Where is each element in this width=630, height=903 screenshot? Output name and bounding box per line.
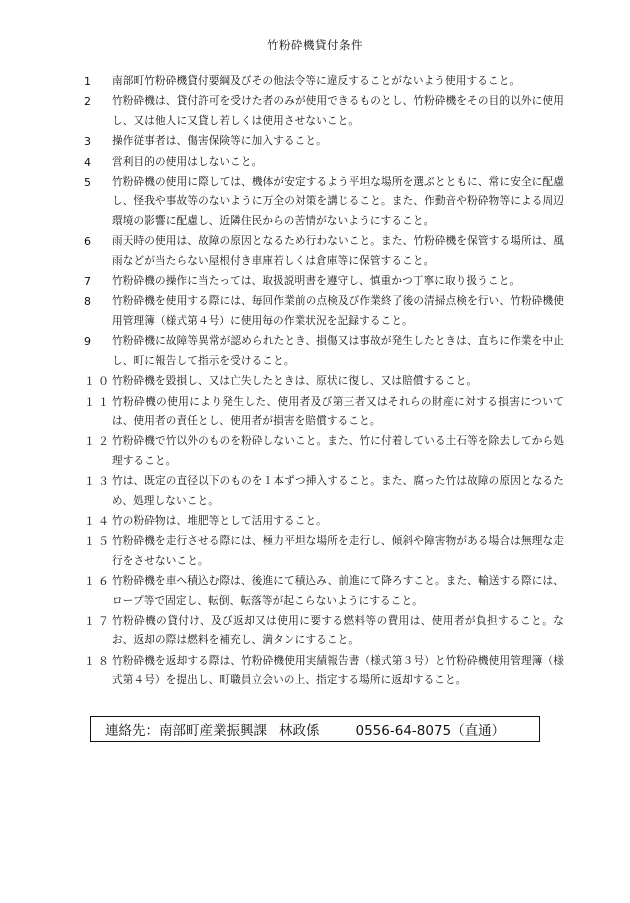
condition-number: １１: [84, 395, 112, 409]
condition-item: [84, 92, 564, 131]
condition-number: 8: [84, 295, 94, 309]
condition-number: 7: [84, 275, 94, 289]
condition-item: [84, 512, 564, 531]
condition-text: 操作従事者は、傷害保険等に加入すること。: [112, 135, 327, 148]
contact-phone: 0556-64-8075（直通）: [355, 723, 506, 739]
condition-text: 竹の粉砕物は、堆肥等として活用すること。: [112, 514, 327, 527]
condition-item: [84, 532, 564, 571]
conditions-list: [84, 72, 564, 692]
condition-text: 竹粉砕機の貸付け、及び返却又は使用に要する燃料等の費用は、使用者が負担すること。なお、返却の際は燃料を補充し、満タンにすること。: [112, 614, 564, 647]
condition-item: [84, 332, 564, 371]
condition-number: １８: [84, 654, 112, 668]
condition-number: １６: [84, 575, 112, 589]
condition-text: 竹粉砕機は、貸付許可を受けた者のみが使用できるものとし、竹粉砕機をその目的以外に使用し、又は他人に又貸し若しくは使用させないこと。: [112, 95, 564, 127]
condition-text: 竹は、既定の直径以下のものを１本ずつ挿入すること。また、腐った竹は故障の原因となるため、処理しないこと。: [112, 475, 564, 507]
condition-item: [84, 572, 564, 611]
condition-text: 竹粉砕機の使用に際しては、機体が安定するよう平坦な場所を選ぶとともに、常に安全に配慮し、怪我や事故等のないように万全の対策を講じること。また、作動音や粉砕物等による周辺環境の影響に配慮し、近隣住民からの苦情がないようにすること。: [112, 176, 564, 227]
condition-text: 営利目的の使用はしないこと。: [112, 155, 263, 168]
contact-box: [90, 716, 540, 742]
condition-number: １２: [84, 435, 112, 449]
contact-person: 林政係: [279, 723, 320, 739]
contact-label: 連絡先：南部町産業振興課: [105, 723, 267, 739]
condition-item: [84, 432, 564, 471]
condition-text: 南部町竹粉砕機貸付要綱及びその他法令等に違反することがないよう使用すること。: [112, 75, 521, 87]
condition-number: １４: [84, 514, 112, 528]
condition-item: [84, 153, 564, 172]
condition-item: [84, 652, 564, 691]
condition-number: 9: [84, 335, 94, 349]
condition-item: [84, 173, 564, 231]
condition-number: １５: [84, 535, 112, 549]
condition-number: １０: [84, 375, 112, 389]
condition-text: 竹粉砕機の使用により発生した、使用者及び第三者又はそれらの財産に対する損害については、使用者の責任とし、使用者が損害を賠償すること。: [112, 395, 564, 427]
condition-number: 1: [84, 75, 94, 88]
condition-text: 竹粉砕機に故障等異常が認められたとき、損傷又は事故が発生したときは、直ちに作業を中止し、町に報告して指示を受けること。: [112, 335, 564, 367]
condition-text: 竹粉砕機の操作に当たっては、取扱説明書を遵守し、慎重かつ丁寧に取り扱うこと。: [112, 275, 521, 288]
condition-text: 竹粉砕機を走行させる際には、極力平坦な場所を走行し、傾斜や障害物がある場合は無理な走行をさせないこと。: [112, 535, 564, 567]
condition-number: 3: [84, 135, 94, 149]
condition-number: １３: [84, 475, 112, 489]
condition-text: 竹粉砕機を車へ積込む際は、後進にて積込み、前進にて降ろすこと。また、輸送する際には、ロープ等で固定し、転倒、転落等が起こらないようにすること。: [112, 575, 564, 607]
condition-item: [84, 612, 564, 651]
condition-number: 2: [84, 95, 94, 109]
document-title: 竹粉砕機貸付条件: [267, 38, 363, 52]
condition-item: [84, 72, 564, 91]
condition-item: [84, 292, 564, 331]
condition-number: １７: [84, 614, 112, 628]
condition-item: [84, 372, 564, 391]
condition-number: 5: [84, 176, 94, 190]
condition-item: [84, 272, 564, 291]
condition-item: [84, 472, 564, 511]
condition-number: 4: [84, 155, 94, 169]
condition-item: [84, 232, 564, 271]
condition-text: 竹粉砕機で竹以外のものを粉砕しないこと。また、竹に付着している土石等を除去してから処理すること。: [112, 435, 564, 467]
condition-text: 竹粉砕機を使用する際には、毎回作業前の点検及び作業終了後の清掃点検を行い、竹粉砕機使用管理簿（様式第４号）に使用毎の作業状況を記録すること。: [112, 295, 564, 327]
condition-number: 6: [84, 235, 94, 249]
condition-item: [84, 132, 564, 151]
condition-text: 竹粉砕機を毀損し、又は亡失したときは、原状に復し、又は賠償すること。: [112, 375, 478, 388]
condition-text: 雨天時の使用は、故障の原因となるため行わないこと。また、竹粉砕機を保管する場所は、風雨などが当たらない屋根付き車庫若しくは倉庫等に保管すること。: [112, 235, 564, 267]
condition-item: [84, 393, 564, 432]
condition-text: 竹粉砕機を返却する際は、竹粉砕機使用実績報告書（様式第３号）と竹粉砕機使用管理簿（様式第４号）を提出し、町職員立会いの上、指定する場所に返却すること。: [112, 654, 564, 687]
